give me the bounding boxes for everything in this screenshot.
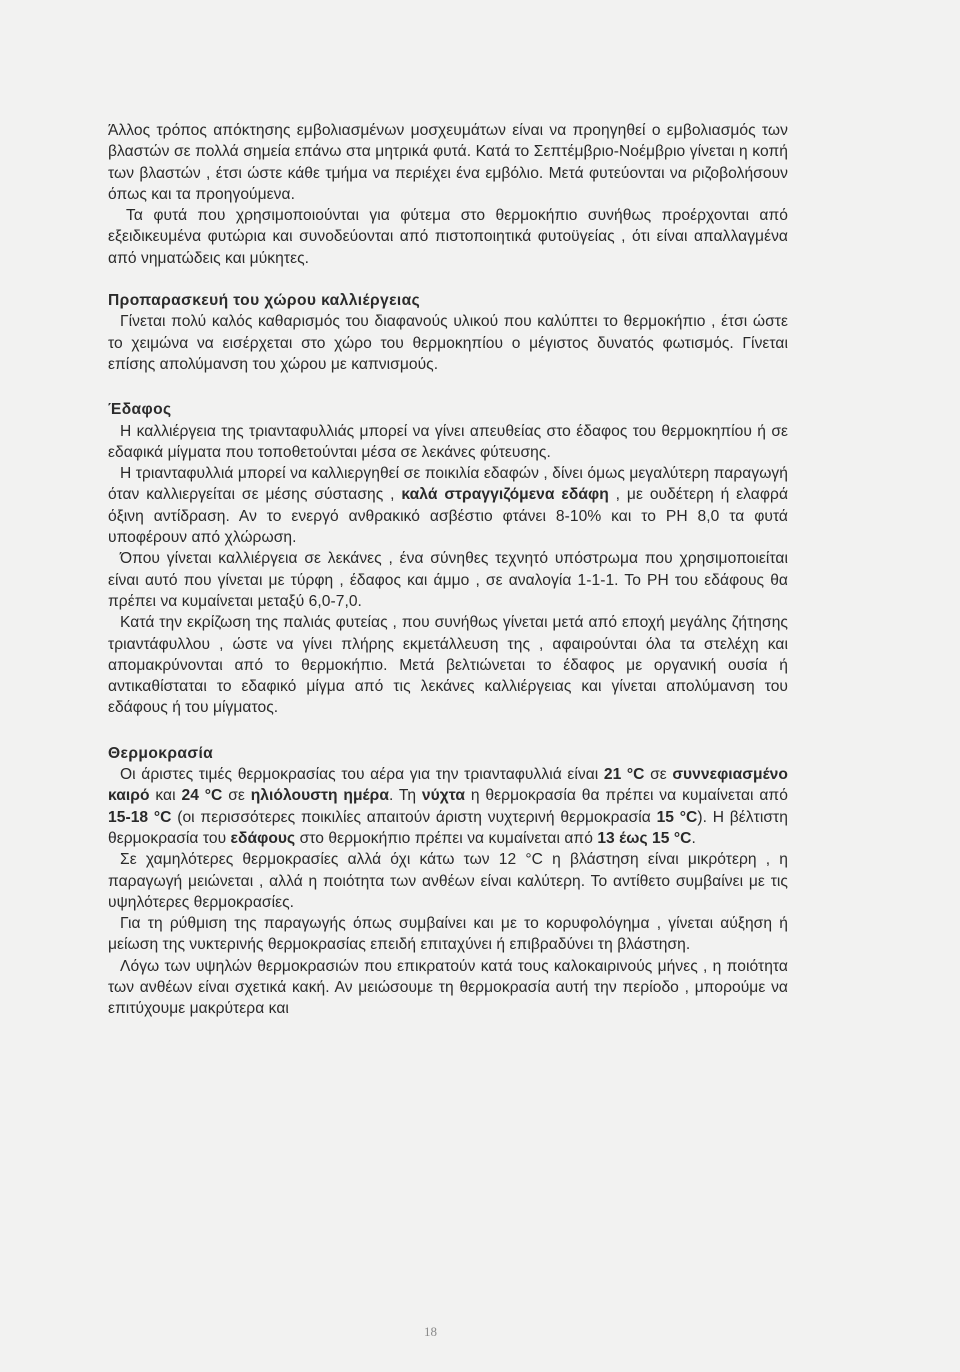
soil-emphasis: καλά στραγγιζόμενα εδάφη bbox=[401, 486, 609, 504]
temperature-paragraph-4: Λόγω των υψηλών θερμοκρασιών που επικρατούν κατά τους καλοκαιρινούς μήνες , η ποιότητα των ανθέων είναι σχετικά κακή. Αν μειώσουμε τη θερμοκρασία αυτή την περίοδο , μπορούμε να επιτύχουμε μακρύτερα και bbox=[108, 957, 788, 1018]
temperature-paragraph-3: Για τη ρύθμιση της παραγωγής όπως συμβαίνει και με το κορυφολόγημα , γίνεται αύξηση ή μείωση της νυκτερινής θερμοκρασίας επειδή επιταχύνει ή επιβραδύνει τη βλάστηση. bbox=[108, 915, 788, 954]
document-page bbox=[108, 120, 788, 1020]
page-number: 18 bbox=[424, 1324, 437, 1339]
soil-paragraph-3: Όπου γίνεται καλλιέργεια σε λεκάνες , ένα σύνηθες τεχνητό υπόστρωμα που χρησιμοποιείται είναι αυτό που γίνεται με τύρφη , έδαφος και άμμο , σε αναλογία 1-1-1. Το PH του εδάφους θα πρέπει να κυμαίνεται μεταξύ 6,0-7,0. bbox=[108, 550, 788, 610]
section-heading-preparation: Προπαρασκευή του χώρου καλλιέργειας bbox=[108, 292, 421, 310]
section-heading-soil: Έδαφος bbox=[108, 401, 172, 419]
intro-paragraph-1: Άλλος τρόπος απόκτησης εμβολιασμένων μοσχευμάτων είναι να προηγηθεί ο εμβολιασμός των βλαστών σε πολλά σημεία επάνω στα μητρικά φυτά. Κατά το Σεπτέμβριο-Νοέμβριο γίνεται η κοπή των βλαστών , έτσι ώστε κάθε τμήμα να περιέχει ένα εμβόλιο. Μετά φυτεύονται να ριζοβολήσουν όπως και τα προηγούμενα. bbox=[108, 122, 788, 203]
soil-paragraph-2: Η τριανταφυλλιά μπορεί να καλλιεργηθεί σε ποικιλία εδαφών , δίνει όμως μεγαλύτερη παραγωγή όταν καλλιεργείται σε μέσης σύστασης , καλά στραγγιζόμενα εδάφη , με ουδέτερη ή ελαφρά όξινη αντίδραση. Αν το ενεργό ανθρακικό ασβέστιο φτάνει 8-10% και το PH 8,0 τα φυτά υποφέρουν από χλώρωση. bbox=[108, 465, 789, 547]
soil-paragraph-4: Κατά την εκρίζωση της παλιάς φυτείας , που συνήθως γίνεται μετά από εποχή μεγάλης ζήτησης τριαντάφυλλου , ώστε να γίνει πλήρης εκμετάλλευση της , αφαιρούνται όλα τα στελέχη και απομακρύνονται από το θερμοκήπιο. Μετά βελτιώνεται το έδαφος με οργανική ουσία ή αντικαθίσταται το εδαφικό μίγμα από τις λεκάνες καλλιέργειας και γίνεται απολύμανση του εδάφους ή του μίγματος. bbox=[108, 614, 788, 717]
temperature-paragraph-2: Σε χαμηλότερες θερμοκρασίες αλλά όχι κάτω των 12 °C η βλάστηση είναι μικρότερη , η παραγωγή μειώνεται , αλλά η ποιότητα των ανθέων είναι καλύτερη. Το αντίθετο συμβαίνει με τις υψηλότερες θερμοκρασίες. bbox=[108, 851, 788, 911]
intro-paragraph-2: Τα φυτά που χρησιμοποιούνται για φύτεμα στο θερμοκήπιο συνήθως προέρχονται από εξειδικευμένα φυτώρια και συνοδεύονται από πιστοποιητικά φυτοϋγείας , ότι είναι απαλλαγμένα από νηματώδεις και μύκητες. bbox=[108, 207, 788, 267]
soil-paragraph-1: Η καλλιέργεια της τριανταφυλλιάς μπορεί να γίνει απευθείας στο έδαφος του θερμοκηπίου ή σε εδαφικά μίγματα που τοποθετούνται μέσα σε λεκάνες φύτευσης. bbox=[108, 422, 788, 461]
preparation-paragraph-1: Γίνεται πολύ καλός καθαρισμός του διαφανούς υλικού που καλύπτει το θερμοκήπιο , έτσι ώστε το χειμώνα να εισέρχεται στο χώρο του θερμοκηπίου ο μέγιστος δυνατός φωτισμός. Γίνεται επίσης απολύμανση του χώρου με καπνισμούς. bbox=[108, 313, 788, 373]
section-heading-temperature: Θερμοκρασία bbox=[108, 744, 214, 762]
temperature-paragraph-1: Οι άριστες τιμές θερμοκρασίας του αέρα για την τριανταφυλλιά είναι 21 °C σε συννεφιασμένο καιρό και 24 °C σε ηλιόλουστη ημέρα. Τη νύχτα η θερμοκρασία θα πρέπει να κυμαίνεται από 15-18 °C (οι περισσότερες ποικιλίες απαιτούν άριστη νυχτερινή θερμοκρασία 15 °C). Η βέλτιστη θερμοκρασία του εδάφους στο θερμοκήπιο πρέπει να κυμαίνεται από 13 έως 15 °C. bbox=[108, 766, 788, 847]
